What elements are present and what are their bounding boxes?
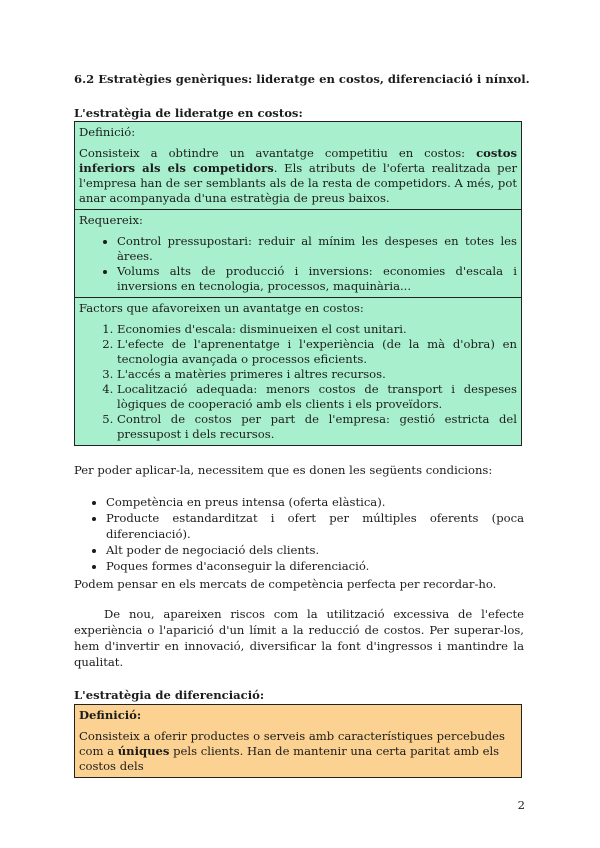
requires-label: Requereix:: [79, 213, 143, 227]
list-item: 4. Localització adequada: menors costos de transport i despeses lògiques de cooperació amb els clients i els proveïdors.: [117, 382, 517, 412]
definition-section: [75, 122, 521, 210]
differentiation-heading: L'estratègia de diferenciació:: [74, 688, 265, 702]
factors-list: [79, 322, 517, 442]
requires-section: [75, 210, 521, 298]
cost-leadership-box: [74, 121, 522, 446]
list-item: • Poques formes d'aconseguir la diferenciació.: [106, 558, 524, 574]
diff-definition-text-end: pels clients. Han de mantenir una certa paritat amb els costos dels: [79, 744, 500, 773]
conditions-list: [74, 494, 524, 574]
risks-paragraph: De nou, apareixen riscos com la utilització excessiva de l'efecte experiència o l'aparició d'un límit a la reducció de costos. Per superar-los, hem d'invertir en innovació, diversificar la font d'ingressos i mantindre la qualitat.: [74, 607, 524, 669]
perfect-competition-note: Podem pensar en els mercats de competència perfecta per recordar-ho.: [74, 577, 497, 591]
list-item: 5. Control de costos per part de l'empresa: gestió estricta del pressupost i dels recursos.: [117, 412, 517, 442]
list-item: • Alt poder de negociació dels clients.: [106, 542, 524, 558]
factors-label: Factors que afavoreixen un avantatge en costos:: [79, 301, 364, 315]
diff-definition-text: [79, 729, 517, 774]
list-item: • Competència en preus intensa (oferta elàstica).: [106, 494, 524, 510]
page-number: 2: [517, 798, 525, 812]
diff-definition-section: [75, 705, 521, 777]
definition-emphasis: costos inferiors als els competidors: [79, 146, 517, 175]
definition-label: Definició:: [79, 125, 136, 139]
diff-definition-text-start: Consisteix a oferir productes o serveis amb característiques percebudes com a: [79, 729, 505, 758]
requires-list: [79, 234, 517, 294]
conditions-intro: Per poder aplicar-la, necessitem que es donen les següents condicions:: [74, 463, 493, 477]
diff-definition-label: Definició:: [79, 708, 142, 722]
definition-text: [79, 146, 517, 206]
list-item: 1. Economies d'escala: disminueixen el cost unitari.: [117, 322, 517, 337]
section-title: 6.2 Estratègies genèriques: lideratge en costos, diferenciació i nínxol.: [74, 72, 530, 86]
cost-leadership-heading: L'estratègia de lideratge en costos:: [74, 106, 303, 120]
factors-section: [75, 298, 521, 445]
list-item: • Producte estandarditzat i ofert per múltiples oferents (poca diferenciació).: [106, 510, 524, 542]
list-item: 3. L'accés a matèries primeres i altres recursos.: [117, 367, 517, 382]
differentiation-box: [74, 704, 522, 778]
definition-text-start: Consisteix a obtindre un avantatge competitiu en costos:: [79, 146, 477, 160]
definition-text-end: . Els atributs de l'oferta realitzada per l'empresa han de ser semblants als de la resta de competidors. A més, pot anar acompanyada d'una estratègia de preus baixos.: [79, 161, 517, 205]
list-item: • Control pressupostari: reduir al mínim les despeses en totes les àrees.: [117, 234, 517, 264]
diff-definition-emphasis: úniques: [117, 744, 170, 758]
list-item: • Volums alts de producció i inversions: economies d'escala i inversions en tecnologia, processos, maquinària...: [117, 264, 517, 294]
list-item: 2. L'efecte de l'aprenentatge i l'experiència (de la mà d'obra) en tecnologia avançada o processos eficients.: [117, 337, 517, 367]
